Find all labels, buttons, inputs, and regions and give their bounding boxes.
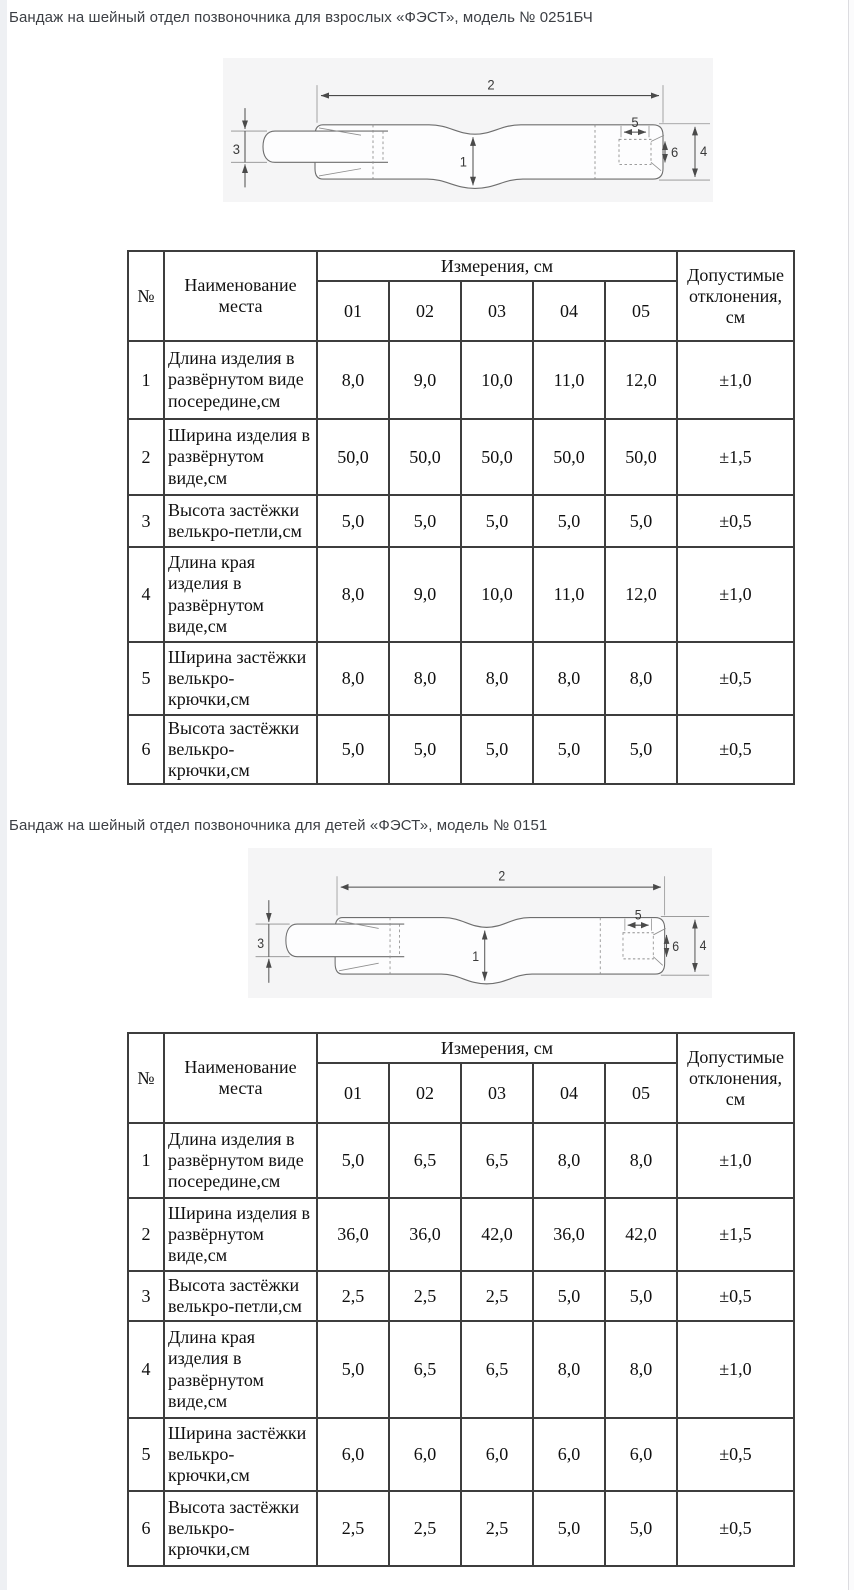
- row-num: 2: [128, 1198, 164, 1271]
- cell-value: 5,0: [317, 1321, 389, 1418]
- technical-drawing-adult: [223, 58, 713, 202]
- cell-value: 9,0: [389, 341, 461, 419]
- header-size: 03: [461, 281, 533, 341]
- cell-tolerance: ±0,5: [677, 715, 794, 784]
- cell-tolerance: ±0,5: [677, 642, 794, 715]
- cell-value: 5,0: [317, 495, 389, 547]
- table-row: [128, 715, 794, 784]
- cell-value: 12,0: [605, 547, 677, 642]
- cell-value: 8,0: [317, 341, 389, 419]
- cell-value: 2,5: [389, 1491, 461, 1566]
- cell-value: 50,0: [605, 419, 677, 495]
- table-row: [128, 1198, 794, 1271]
- header-tolerance: Допустимые отклонения, см: [677, 1033, 794, 1123]
- header-size: 04: [533, 1063, 605, 1123]
- table-row: [128, 547, 794, 642]
- dim-label-6: 6: [671, 144, 679, 161]
- cell-tolerance: ±1,0: [677, 341, 794, 419]
- cell-value: 6,0: [461, 1418, 533, 1491]
- row-name: Ширина застёжки велькро-крючки,см: [164, 642, 317, 715]
- header-size: 02: [389, 1063, 461, 1123]
- table-row: [128, 495, 794, 547]
- row-num: 5: [128, 642, 164, 715]
- cell-value: 5,0: [605, 495, 677, 547]
- dim-label-2: 2: [498, 867, 506, 884]
- cell-value: 8,0: [389, 642, 461, 715]
- cell-value: 10,0: [461, 341, 533, 419]
- header-size: 02: [389, 281, 461, 341]
- row-num: 3: [128, 1271, 164, 1321]
- cell-tolerance: ±0,5: [677, 495, 794, 547]
- row-num: 1: [128, 341, 164, 419]
- cell-value: 8,0: [533, 642, 605, 715]
- dim-label-4: 4: [699, 937, 707, 954]
- row-name: Высота застёжки велькро-петли,см: [164, 495, 317, 547]
- cell-value: 5,0: [605, 1491, 677, 1566]
- cell-value: 8,0: [461, 642, 533, 715]
- cell-value: 2,5: [317, 1491, 389, 1566]
- cell-value: 6,0: [533, 1418, 605, 1491]
- cell-value: 10,0: [461, 547, 533, 642]
- cell-value: 2,5: [461, 1491, 533, 1566]
- table-row: [128, 1271, 794, 1321]
- row-num: 4: [128, 547, 164, 642]
- cell-value: 36,0: [317, 1198, 389, 1271]
- section-title-child: Бандаж на шейный отдел позвоночника для детей «ФЭСТ», модель № 0151: [9, 817, 548, 834]
- dim-label-3: 3: [232, 141, 240, 158]
- cell-value: 50,0: [533, 419, 605, 495]
- cell-value: 5,0: [461, 495, 533, 547]
- cell-value: 6,5: [389, 1123, 461, 1198]
- cell-tolerance: ±1,5: [677, 419, 794, 495]
- cell-value: 8,0: [605, 1321, 677, 1418]
- cell-value: 36,0: [533, 1198, 605, 1271]
- table-row: [128, 1491, 794, 1566]
- cell-value: 5,0: [317, 715, 389, 784]
- cell-value: 50,0: [317, 419, 389, 495]
- header-size: 03: [461, 1063, 533, 1123]
- row-num: 3: [128, 495, 164, 547]
- spec-table-child: [127, 1032, 795, 1567]
- cell-value: 8,0: [533, 1321, 605, 1418]
- cell-value: 5,0: [533, 715, 605, 784]
- cell-value: 8,0: [317, 642, 389, 715]
- header-measurements-group: Измерения, см: [317, 251, 677, 281]
- header-size: 01: [317, 1063, 389, 1123]
- cell-value: 5,0: [605, 1271, 677, 1321]
- cell-tolerance: ±0,5: [677, 1271, 794, 1321]
- row-name: Ширина застёжки велькро-крючки,см: [164, 1418, 317, 1491]
- row-name: Длина изделия в развёрнутом виде посередине,см: [164, 1123, 317, 1198]
- row-name: Высота застёжки велькро-петли,см: [164, 1271, 317, 1321]
- row-num: 2: [128, 419, 164, 495]
- cell-value: 6,5: [389, 1321, 461, 1418]
- dim-label-2: 2: [487, 77, 495, 93]
- cell-value: 2,5: [389, 1271, 461, 1321]
- dim-label-1: 1: [472, 948, 480, 965]
- cell-value: 42,0: [461, 1198, 533, 1271]
- cell-value: 36,0: [389, 1198, 461, 1271]
- cell-value: 5,0: [533, 1271, 605, 1321]
- cell-value: 9,0: [389, 547, 461, 642]
- cell-value: 8,0: [605, 642, 677, 715]
- cell-value: 6,5: [461, 1123, 533, 1198]
- table-row: [128, 642, 794, 715]
- header-size: 05: [605, 281, 677, 341]
- cell-value: 6,5: [461, 1321, 533, 1418]
- row-name: Высота застёжки велькро-крючки,см: [164, 715, 317, 784]
- cell-value: 6,0: [605, 1418, 677, 1491]
- cell-tolerance: ±1,0: [677, 1321, 794, 1418]
- header-name: Наименование места: [164, 1033, 317, 1123]
- cell-value: 8,0: [605, 1123, 677, 1198]
- technical-drawing-child: [248, 848, 712, 998]
- dim-label-6: 6: [672, 938, 680, 955]
- cell-tolerance: ±0,5: [677, 1491, 794, 1566]
- cell-value: 5,0: [389, 495, 461, 547]
- dim-label-4: 4: [700, 143, 708, 160]
- spec-table-adult: [127, 250, 795, 785]
- cell-value: 50,0: [461, 419, 533, 495]
- row-num: 1: [128, 1123, 164, 1198]
- scrollbar-track[interactable]: [848, 0, 854, 1590]
- header-num: №: [128, 1033, 164, 1123]
- row-num: 4: [128, 1321, 164, 1418]
- header-size: 01: [317, 281, 389, 341]
- cell-value: 5,0: [317, 1123, 389, 1198]
- cell-value: 2,5: [461, 1271, 533, 1321]
- table-row: [128, 341, 794, 419]
- cell-value: 5,0: [533, 495, 605, 547]
- cell-tolerance: ±1,0: [677, 547, 794, 642]
- row-name: Высота застёжки велькро-крючки,см: [164, 1491, 317, 1566]
- header-measurements-group: Измерения, см: [317, 1033, 677, 1063]
- collar-diagram: [223, 58, 713, 202]
- header-num: №: [128, 251, 164, 341]
- cell-value: 5,0: [461, 715, 533, 784]
- cell-value: 11,0: [533, 341, 605, 419]
- section-title-adult: Бандаж на шейный отдел позвоночника для взрослых «ФЭСТ», модель № 0251БЧ: [9, 9, 593, 26]
- cell-value: 2,5: [317, 1271, 389, 1321]
- row-name: Длина изделия в развёрнутом виде посередине,см: [164, 341, 317, 419]
- row-name: Длина края изделия в развёрнутом виде,см: [164, 1321, 317, 1418]
- table-row: [128, 1321, 794, 1418]
- dim-label-5: 5: [631, 114, 639, 130]
- collar-diagram: [248, 848, 712, 998]
- dim-label-5: 5: [634, 906, 642, 923]
- cell-value: 42,0: [605, 1198, 677, 1271]
- dim-label-1: 1: [459, 154, 467, 170]
- cell-value: 8,0: [533, 1123, 605, 1198]
- cell-value: 50,0: [389, 419, 461, 495]
- header-size: 05: [605, 1063, 677, 1123]
- row-name: Ширина изделия в развёрнутом виде,см: [164, 1198, 317, 1271]
- cell-value: 5,0: [533, 1491, 605, 1566]
- cell-value: 8,0: [317, 547, 389, 642]
- cell-value: 11,0: [533, 547, 605, 642]
- dim-label-3: 3: [257, 935, 265, 952]
- row-num: 6: [128, 715, 164, 784]
- header-size: 04: [533, 281, 605, 341]
- row-name: Длина края изделия в развёрнутом виде,см: [164, 547, 317, 642]
- table-row: [128, 1123, 794, 1198]
- cell-value: 5,0: [389, 715, 461, 784]
- row-num: 6: [128, 1491, 164, 1566]
- header-name: Наименование места: [164, 251, 317, 341]
- cell-value: 6,0: [317, 1418, 389, 1491]
- row-num: 5: [128, 1418, 164, 1491]
- row-name: Ширина изделия в развёрнутом виде,см: [164, 419, 317, 495]
- cell-value: 5,0: [605, 715, 677, 784]
- header-tolerance: Допустимые отклонения, см: [677, 251, 794, 341]
- table-row: [128, 1418, 794, 1491]
- table-row: [128, 419, 794, 495]
- cell-value: 12,0: [605, 341, 677, 419]
- cell-tolerance: ±0,5: [677, 1418, 794, 1491]
- page-left-gutter: [0, 0, 7, 1590]
- cell-tolerance: ±1,5: [677, 1198, 794, 1271]
- cell-value: 6,0: [389, 1418, 461, 1491]
- cell-tolerance: ±1,0: [677, 1123, 794, 1198]
